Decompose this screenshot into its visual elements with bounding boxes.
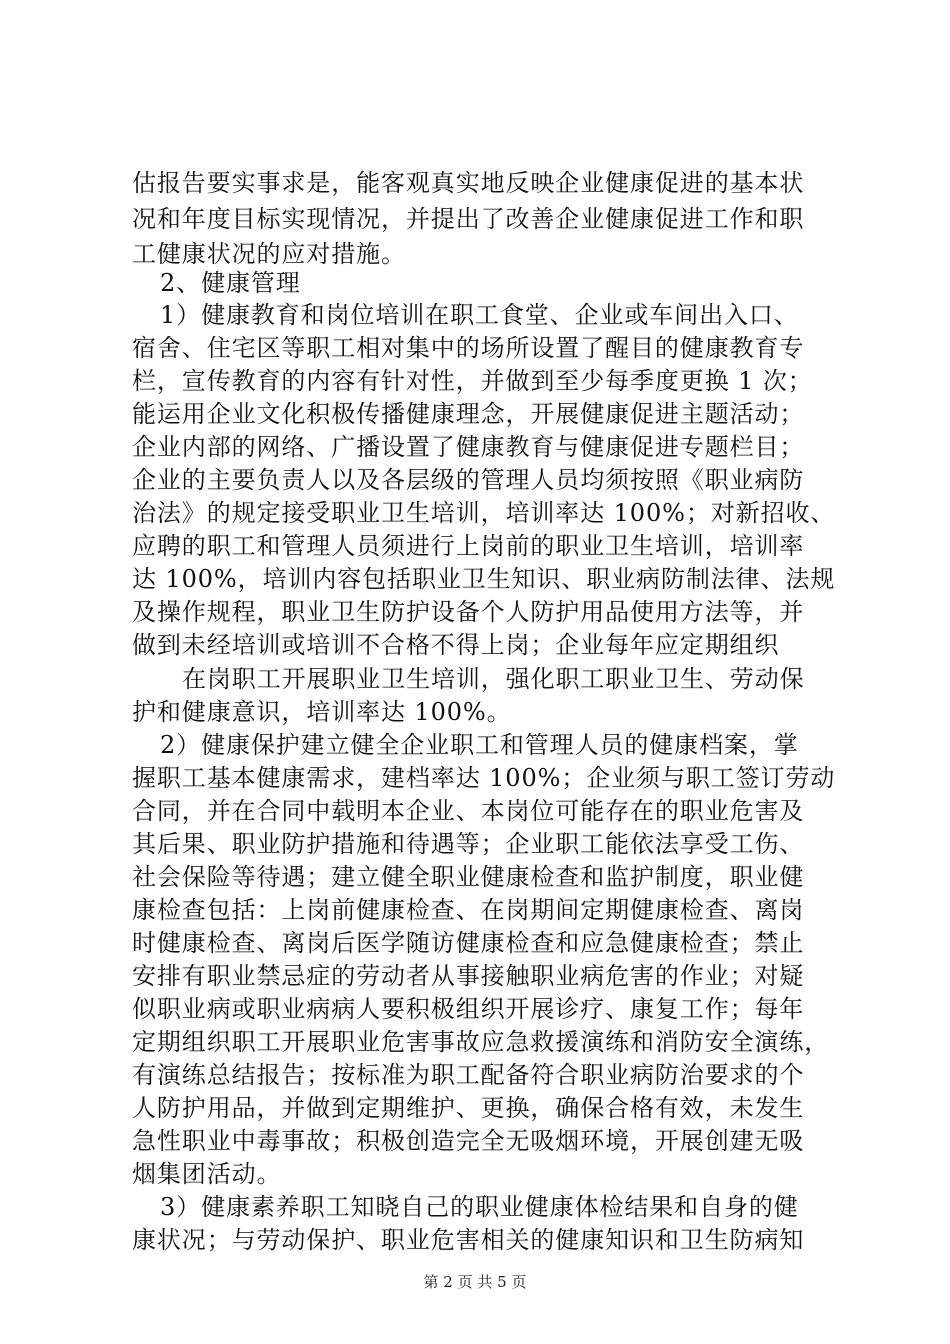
text-line: 治法》的规定接受职业卫生培训，培训率达 100%；对新招收、 [132, 499, 836, 527]
text-line: 况和年度目标实现情况，并提出了改善企业健康促进工作和职 [132, 205, 805, 233]
paragraph-start: 2）健康保护建立健全企业职工和管理人员的健康档案，掌 [160, 731, 799, 759]
text-line: 企业的主要负责人以及各层级的管理人员均须按照《职业病防 [132, 466, 805, 494]
text-line: 及操作规程，职业卫生防护设备个人防护用品使用方法等，并 [132, 598, 805, 626]
text-line: 应聘的职工和管理人员须进行上岗前的职业卫生培训，培训率 [132, 532, 805, 560]
page-footer: 第 2 页 共 5 页 [423, 1273, 527, 1291]
paragraph-start: 1）健康教育和岗位培训在职工食堂、企业或车间出入口、 [160, 301, 799, 329]
text-line: 社会保险等待遇；建立健全职业健康检查和监护制度，职业健 [132, 863, 805, 891]
text-line: 人防护用品，并做到定期维护、更换，确保合格有效，未发生 [132, 1094, 805, 1122]
text-line: 定期组织职工开展职业危害事故应急救援演练和消防安全演练， [132, 1028, 830, 1056]
text-line: 时健康检查、离岗后医学随访健康检查和应急健康检查；禁止 [132, 929, 805, 957]
text-line: 估报告要实事求是，能客观真实地反映企业健康促进的基本状 [132, 169, 805, 197]
text-line: 烟集团活动。 [132, 1160, 282, 1188]
text-line: 合同，并在合同中载明本企业、本岗位可能存在的职业危害及 [132, 797, 805, 825]
text-line: 达 100%，培训内容包括职业卫生知识、职业病防制法律、法规 [132, 565, 836, 593]
text-line: 康检查包括：上岗前健康检查、在岗期间定期健康检查、离岗 [132, 896, 805, 924]
text-line: 宿舍、住宅区等职工相对集中的场所设置了醒目的健康教育专 [132, 334, 805, 362]
section-heading: 2、健康管理 [160, 269, 301, 297]
text-line: 工健康状况的应对措施。 [132, 240, 406, 268]
text-line: 护和健康意识，培训率达 100%。 [132, 698, 512, 726]
text-line: 似职业病或职业病病人要积极组织开展诊疗、康复工作；每年 [132, 995, 805, 1023]
paragraph-start: 在岗职工开展职业卫生培训，强化职工职业卫生、劳动保 [182, 665, 805, 693]
text-line: 其后果、职业防护措施和待遇等；企业职工能依法享受工伤、 [132, 830, 805, 858]
text-line: 握职工基本健康需求，建档率达 100%；企业须与职工签订劳动 [132, 764, 836, 792]
text-line: 安排有职业禁忌症的劳动者从事接触职业病危害的作业；对疑 [132, 962, 805, 990]
text-line: 做到未经培训或培训不合格不得上岗；企业每年应定期组织 [132, 631, 780, 659]
text-line: 急性职业中毒事故；积极创造完全无吸烟环境，开展创建无吸 [132, 1127, 805, 1155]
text-line: 能运用企业文化积极传播健康理念，开展健康促进主题活动； [132, 400, 805, 428]
paragraph-start: 3）健康素养职工知晓自己的职业健康体检结果和自身的健 [160, 1193, 799, 1221]
text-line: 康状况；与劳动保护、职业危害相关的健康知识和卫生防病知 [132, 1226, 805, 1254]
text-line: 栏，宣传教育的内容有针对性，并做到至少每季度更换 1 次； [132, 367, 813, 395]
text-line: 有演练总结报告；按标准为职工配备符合职业病防治要求的个 [132, 1061, 805, 1089]
text-line: 企业内部的网络、广播设置了健康教育与健康促进专题栏目； [132, 433, 805, 461]
